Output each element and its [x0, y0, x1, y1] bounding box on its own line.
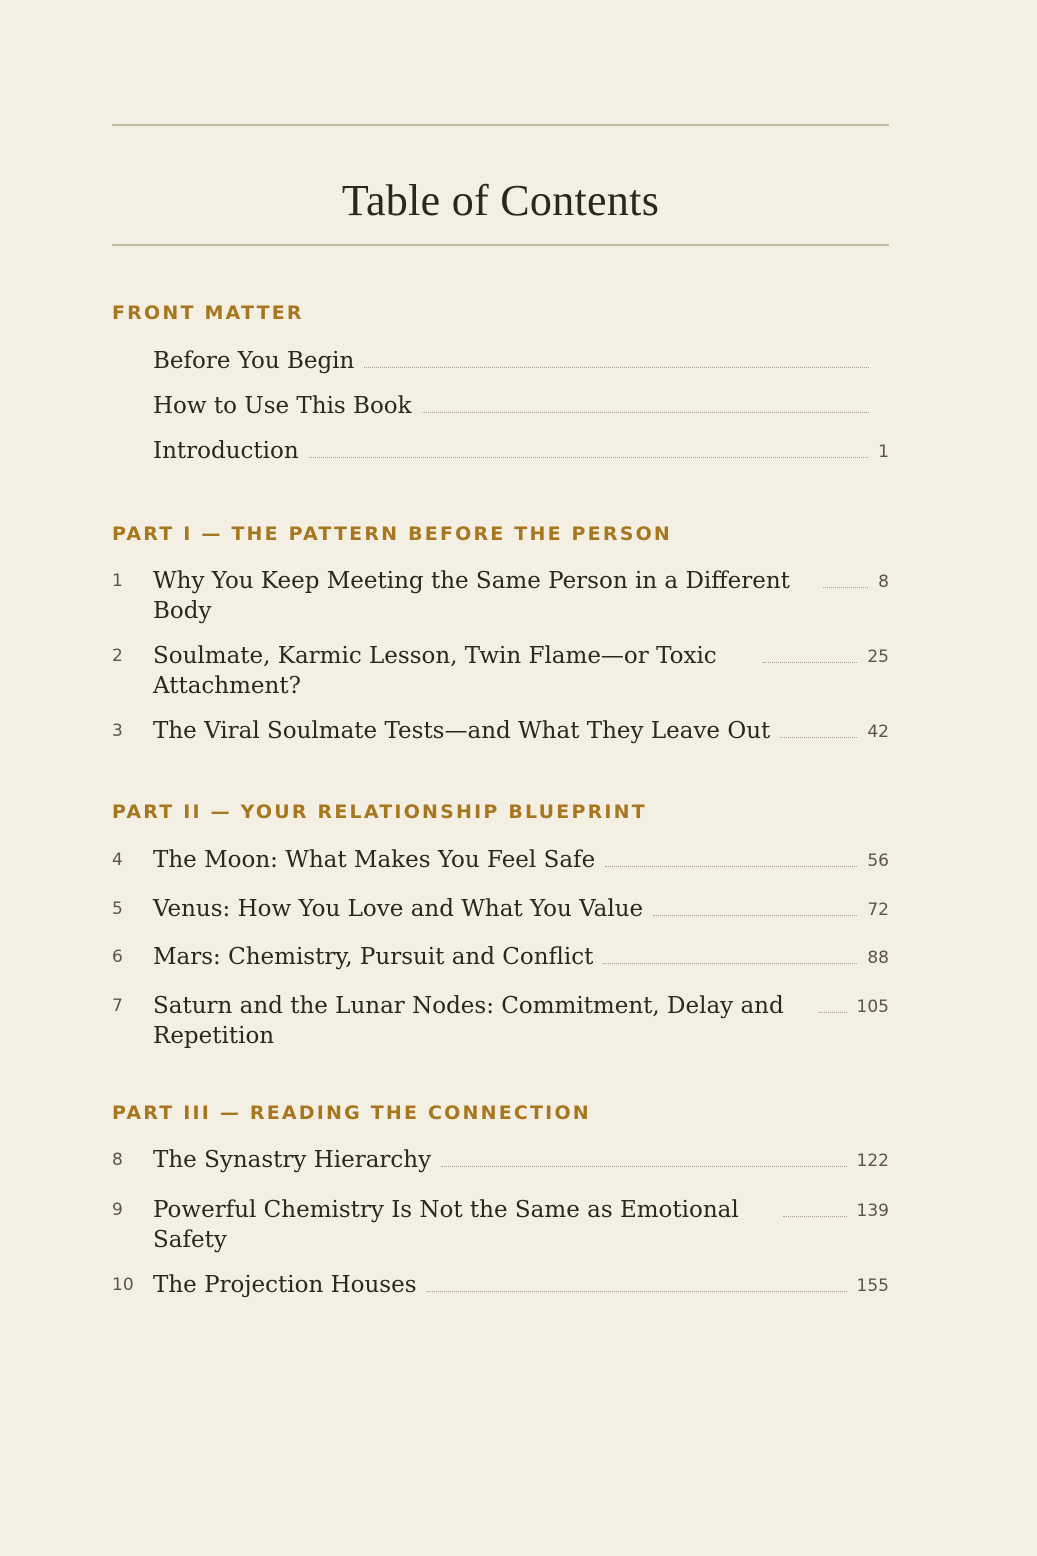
dot-leader	[422, 412, 869, 413]
toc-section	[112, 797, 889, 1051]
entry-title[interactable]: The Moon: What Makes You Feel Safe	[153, 847, 596, 873]
title-rule	[112, 244, 889, 246]
chapter-number: 9	[112, 1200, 123, 1220]
toc-section	[112, 298, 889, 466]
entry-title[interactable]: Mars: Chemistry, Pursuit and Conflict	[153, 944, 594, 970]
page-number	[879, 346, 889, 352]
dot-leader	[441, 1166, 846, 1167]
page-number: 139	[856, 1201, 889, 1221]
entry-title[interactable]: Powerful Chemistry Is Not the Same as Emotional Safety	[153, 1197, 739, 1253]
dot-leader	[763, 662, 857, 663]
dot-leader	[653, 915, 857, 916]
dot-leader	[364, 367, 869, 368]
entry-title[interactable]: Why You Keep Meeting the Same Person in a Different Body	[153, 568, 790, 624]
toc-section	[112, 1098, 889, 1300]
page-number: 155	[856, 1276, 889, 1296]
page-number: 88	[867, 948, 889, 968]
toc-page	[112, 124, 889, 1300]
entry-title[interactable]: Venus: How You Love and What You Value	[153, 896, 644, 922]
chapter-number	[112, 436, 153, 441]
entry-title[interactable]: The Projection Houses	[153, 1272, 417, 1298]
toc-entry[interactable]	[112, 716, 889, 746]
toc-entry[interactable]	[112, 942, 889, 972]
chapter-number: 8	[112, 1150, 123, 1170]
chapter-number: 5	[112, 899, 123, 919]
toc-entry[interactable]	[112, 641, 889, 701]
dot-leader	[309, 457, 869, 458]
chapter-number	[112, 346, 153, 351]
toc-entry[interactable]	[112, 894, 889, 924]
section-heading: PART II — YOUR RELATIONSHIP BLUEPRINT	[112, 801, 647, 823]
dot-leader	[605, 866, 857, 867]
toc-entry[interactable]	[112, 436, 889, 466]
toc-entry[interactable]	[112, 845, 889, 875]
entry-title[interactable]: The Viral Soulmate Tests—and What They Leave Out	[153, 718, 771, 744]
page-number	[879, 391, 889, 397]
toc-entry[interactable]	[112, 1270, 889, 1300]
toc-entry[interactable]	[112, 346, 889, 376]
dot-leader	[427, 1291, 847, 1292]
page-number: 72	[867, 900, 889, 920]
section-heading: PART I — THE PATTERN BEFORE THE PERSON	[112, 523, 673, 545]
chapter-number: 2	[112, 646, 123, 666]
page-number: 25	[867, 647, 889, 667]
toc-entry[interactable]	[112, 991, 889, 1051]
toc-entry[interactable]	[112, 391, 889, 421]
toc-entry[interactable]	[112, 1145, 889, 1175]
page-number: 122	[856, 1151, 889, 1171]
dot-leader	[823, 587, 868, 588]
toc-sections	[112, 298, 889, 1300]
toc-section	[112, 519, 889, 746]
page-number: 56	[867, 851, 889, 871]
entry-title[interactable]: Introduction	[153, 438, 299, 464]
dot-leader	[819, 1012, 847, 1013]
page-number: 42	[867, 722, 889, 742]
toc-entry[interactable]	[112, 1195, 889, 1255]
entry-title[interactable]: Saturn and the Lunar Nodes: Commitment, Delay and Repetition	[153, 993, 784, 1049]
entry-title[interactable]: How to Use This Book	[153, 393, 412, 419]
chapter-number: 1	[112, 571, 123, 591]
chapter-number: 6	[112, 947, 123, 967]
chapter-number	[112, 391, 153, 396]
section-heading: FRONT MATTER	[112, 302, 304, 324]
page-number: 1	[878, 442, 889, 462]
dot-leader	[783, 1216, 847, 1217]
entry-title[interactable]: The Synastry Hierarchy	[153, 1147, 432, 1173]
chapter-number: 3	[112, 721, 123, 741]
dot-leader	[780, 737, 857, 738]
chapter-number: 4	[112, 850, 123, 870]
chapter-number: 10	[112, 1275, 134, 1295]
chapter-number: 7	[112, 996, 123, 1016]
page-number: 8	[878, 572, 889, 592]
page-title: Table of Contents	[341, 176, 660, 225]
entry-title[interactable]: Before You Begin	[153, 348, 355, 374]
entry-title[interactable]: Soulmate, Karmic Lesson, Twin Flame—or Toxic Attachment?	[153, 643, 717, 699]
page-number: 105	[856, 997, 889, 1017]
toc-entry[interactable]	[112, 566, 889, 626]
dot-leader	[603, 963, 857, 964]
section-heading: PART III — READING THE CONNECTION	[112, 1102, 591, 1124]
